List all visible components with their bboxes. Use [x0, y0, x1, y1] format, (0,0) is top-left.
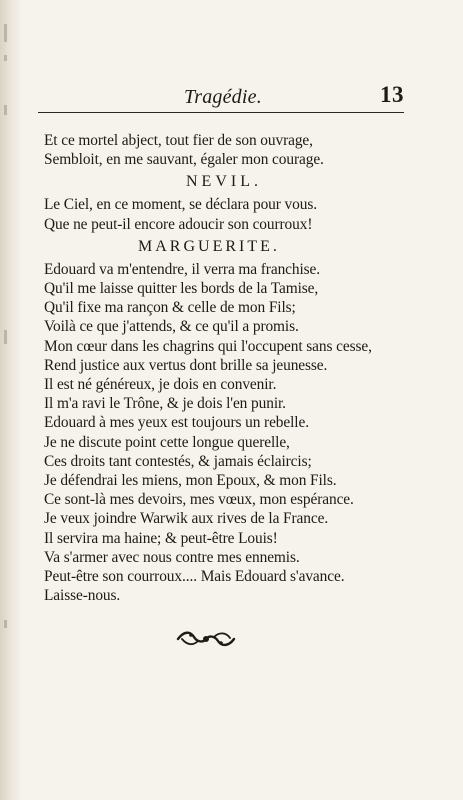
edge-stain	[4, 330, 7, 344]
running-title: Tragédie.	[184, 86, 262, 108]
verse-line: Le Ciel, en ce moment, se déclara pour vous.	[44, 196, 317, 214]
verse-line: Il servira ma haine; & peut-être Louis!	[44, 529, 278, 547]
verse-line: Ce sont-là mes devoirs, mes vœux, mon espérance.	[44, 491, 354, 509]
verse-line: Rend justice aux vertus dont brille sa jeunesse.	[44, 356, 328, 374]
verse-line: Sembloit, en me sauvant, égaler mon courage.	[44, 151, 324, 169]
verse-line: Edouard va m'entendre, il verra ma franchise.	[44, 260, 321, 278]
verse-line: Que ne peut-il encore adoucir son courroux!	[44, 215, 313, 233]
verse-line: Mon cœur dans les chagrins qui l'occupent sans cesse,	[44, 337, 372, 355]
verse-line: Il est né généreux, je dois en convenir.	[44, 376, 277, 394]
verse-line: Va s'armer avec nous contre mes ennemis.	[44, 548, 300, 566]
verse-line: Je ne discute point cette longue querelle,	[44, 433, 290, 451]
verse-line: Qu'il me laisse quitter les bords de la Tamise,	[44, 280, 319, 298]
verse-line: Et ce mortel abject, tout fier de son ouvrage,	[44, 132, 313, 149]
verse-line: Laisse-nous.	[44, 587, 121, 605]
verse-line: Je défendrai les miens, mon Epoux, & mon Fils.	[44, 472, 337, 490]
verse-line: Peut-être son courroux.... Mais Edouard s'avance.	[44, 568, 345, 586]
verse-line: Voilà ce que j'attends, & ce qu'il a promis.	[44, 318, 299, 336]
page-edge	[0, 0, 22, 800]
play-text	[44, 131, 404, 605]
page-number: 13	[380, 82, 404, 107]
edge-stain	[4, 620, 7, 628]
verse-line: Ces droits tant contestés, & jamais éclaircis;	[44, 452, 312, 470]
edge-stain	[4, 105, 7, 115]
verse-line: Il m'a ravi le Trône, & je dois l'en punir.	[44, 395, 286, 413]
speaker-name: NEVIL.	[186, 173, 262, 191]
printer-ornament	[174, 629, 238, 649]
verse-line: Je veux joindre Warwik aux rives de la France.	[44, 510, 329, 528]
edge-stain	[4, 55, 7, 61]
speaker-name: MARGUERITE.	[138, 237, 280, 255]
verse-line: Qu'il fixe ma rançon & celle de mon Fils;	[44, 299, 296, 317]
edge-stain	[4, 24, 7, 42]
running-header	[38, 82, 404, 113]
verse-line: Edouard à mes yeux est toujours un rebelle.	[44, 414, 309, 432]
